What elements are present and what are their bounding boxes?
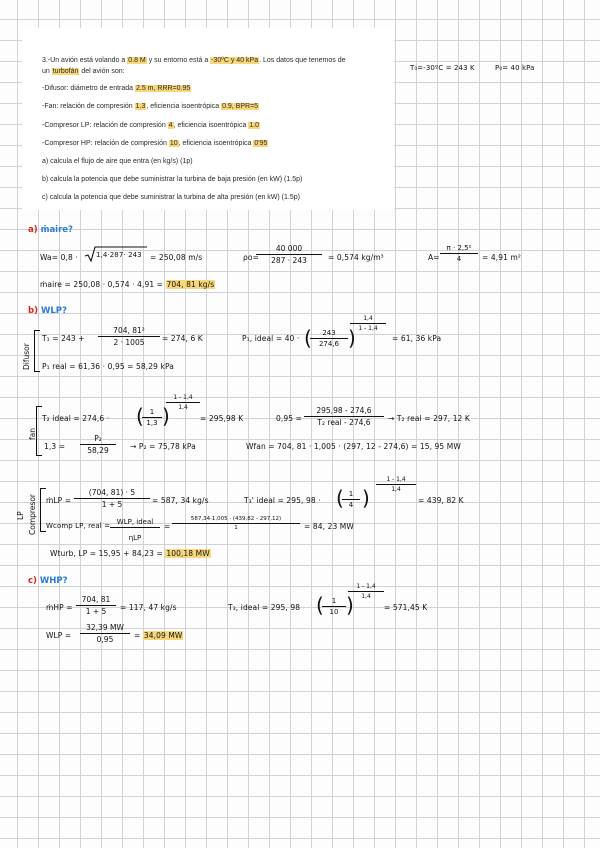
w-fan: Wfan = 704, 81 · 1,005 · (297, 12 - 274,6) = 15, 95 MW: [246, 442, 461, 451]
t3-base-fraction: [342, 490, 360, 509]
whp-result-line: [134, 631, 183, 640]
eta-fan-lhs: 0,95 =: [276, 414, 302, 423]
left-paren: (: [304, 326, 312, 350]
t2-real: → T₂ real = 297, 12 K: [388, 414, 470, 423]
hp-rc-highlight: 10: [169, 140, 178, 147]
denominator: 58,29: [80, 444, 116, 455]
text: -Difusor: diámetro de entrada: [42, 85, 135, 92]
area-fraction: [440, 244, 478, 263]
lp-label: LP: [16, 511, 25, 520]
numerator: 32,39 MW: [86, 623, 124, 632]
rho-result: = 0,574 kg/m³: [328, 253, 384, 262]
lp-rc-highlight: 4: [168, 122, 173, 129]
numerator: 40 000: [275, 244, 303, 253]
text: -Compresor HP: relación de compresión: [42, 140, 169, 147]
numerator: 704, 81: [81, 595, 111, 604]
numerator: π · 2,5²: [446, 244, 472, 252]
whp-lhs: WLP =: [46, 631, 72, 640]
t2-ideal-lhs: T₂ ideal = 274,6 ·: [42, 414, 110, 423]
eta-fan-fraction: [304, 406, 384, 427]
text: -Compresor LP: relación de compresión: [42, 122, 168, 129]
wa-lhs: Wa= 0,8 ·: [40, 253, 78, 262]
section-variable: WHP?: [39, 576, 68, 586]
wcomp-mid-fraction: [172, 516, 300, 531]
question-c: c) calcula la potencia que debe suministrar la turbina de alta presión (en kW) (1.5p): [42, 194, 300, 201]
denominator: 0,95: [80, 633, 130, 644]
diffuser-highlight: 2.5 m, RRR=0.95: [136, 85, 191, 92]
numerator: 1,4: [363, 315, 373, 322]
numerator: 1 - 1,4: [356, 583, 376, 590]
numerator: 1: [149, 408, 155, 416]
numerator: (704, 81) · 5: [88, 488, 136, 497]
mhp-result: = 117, 47 kg/s: [120, 603, 177, 612]
left-paren: (: [136, 404, 144, 428]
section-label: b): [28, 306, 38, 316]
text: . Los datos que tenemos de: [259, 57, 346, 64]
fan-eff-highlight: 0.9, BPR=5: [222, 103, 259, 110]
wa-sqrt-content: 1,4·287· 243: [96, 251, 142, 259]
numerator: P₂: [94, 434, 102, 443]
text: del avión son:: [79, 68, 125, 75]
denominator: 1,4: [166, 402, 200, 411]
t3i-base-fraction: [322, 597, 346, 616]
whp-fraction: [80, 623, 130, 644]
ambient-highlight: -30ºC y 40 kPa: [211, 57, 259, 64]
mdot-line: [40, 280, 215, 289]
numerator: 1 - 1,4: [386, 476, 406, 483]
text: ṁaire = 250,08 · 0,574 · 4,91 =: [40, 280, 166, 289]
fan-rc-lhs: 1,3 =: [44, 442, 66, 451]
p2-result: → P₂ = 75,78 kPa: [130, 442, 196, 451]
text: , eficiencia isoentrópica: [173, 122, 249, 129]
fan-data: [42, 103, 259, 110]
denominator: 274,6: [310, 338, 348, 348]
whp-result-highlight: 34,09 MW: [143, 631, 183, 640]
rho-lhs: ρo=: [243, 253, 259, 262]
section-label: a): [28, 225, 38, 235]
denominator: 1,4: [348, 591, 384, 600]
text: 3.-Un avión está volando a: [42, 57, 128, 64]
hp-data: [42, 140, 268, 147]
t3-prime-lhs: T₃' ideal = 295, 98 ·: [244, 496, 321, 505]
area-result: = 4,91 m²: [482, 253, 521, 262]
numerator: 1: [331, 597, 337, 605]
numerator: 587,34·1,005 · (439,82 - 297,12): [190, 516, 282, 522]
text: , eficiencia isoentrópica: [146, 103, 222, 110]
text: -Fan: relación de compresión: [42, 103, 135, 110]
denominator: 10: [322, 606, 346, 616]
t3i-exponent: [348, 583, 384, 600]
t3-prime-result: = 439, 82 K: [418, 496, 464, 505]
text: =: [134, 631, 143, 640]
numerator: 295,98 - 274,6: [316, 406, 372, 415]
rho-fraction: [256, 244, 322, 265]
t3-exponent: [376, 476, 416, 493]
right-paren: ): [362, 486, 370, 510]
equals-sign: =: [164, 522, 171, 531]
lp-data: [42, 122, 260, 129]
text: Wturb, LP = 15,95 + 84,23 =: [50, 549, 166, 558]
section-variable: WLP?: [40, 306, 67, 316]
numerator: 1: [348, 490, 354, 498]
wa-result: = 250,08 m/s: [150, 253, 203, 262]
p1-exponent: [350, 315, 386, 332]
problem-line-2: [42, 68, 125, 75]
numerator: 243: [322, 329, 336, 337]
right-paren: ): [348, 326, 356, 350]
section-c-heading: [28, 576, 68, 586]
diffuser-label: Difusor: [22, 343, 31, 370]
mlp-result: = 587, 34 kg/s: [152, 496, 209, 505]
given-t0: T₀=-30ºC = 243 K: [410, 64, 475, 72]
left-paren: (: [336, 486, 344, 510]
denominator: 287 · 243: [256, 254, 322, 265]
right-paren: ): [162, 404, 170, 428]
wcomp-result: = 84, 23 MW: [304, 522, 354, 531]
text: un: [42, 68, 52, 75]
t1-lhs: T₁ = 243 +: [42, 334, 85, 343]
question-a: a) calcula el flujo de aire que entra (en kg/s) (1p): [42, 158, 193, 165]
diffuser-bracket: [34, 330, 40, 372]
t1-result: = 274, 6 K: [162, 334, 203, 343]
given-p0: P₀= 40 kPa: [495, 64, 535, 72]
denominator: 2 · 1005: [98, 336, 160, 347]
t2-exponent: [166, 394, 200, 411]
denominator: 4: [440, 253, 478, 263]
denominator: 1,4: [376, 484, 416, 493]
denominator: 4: [342, 499, 360, 509]
t3-ideal-result: = 571,45 K: [384, 603, 428, 612]
wturb-lp-line: [50, 549, 211, 558]
mach-highlight: 0.8 M: [128, 57, 146, 64]
t2-base-fraction: [142, 408, 162, 427]
area-lhs: A=: [428, 253, 440, 262]
denominator: 1 + 5: [74, 498, 150, 509]
right-paren: ): [346, 593, 354, 617]
wcomp-lhs: Wcomp LP, real =: [46, 522, 111, 530]
text: y su entorno está a: [146, 57, 211, 64]
mdot-result-highlight: 704, 81 kg/s: [166, 280, 215, 289]
fan-label: fan: [28, 428, 37, 440]
compresor-label: Compresor: [28, 493, 37, 535]
t2-ideal-result: = 295,98 K: [200, 414, 244, 423]
mlp-lhs: ṁLP =: [46, 496, 72, 505]
mlp-fraction: [74, 488, 150, 509]
section-a-heading: [28, 225, 73, 235]
numerator: WLP, ideal: [116, 518, 154, 526]
problem-statement: [22, 28, 394, 210]
lp-eff-highlight: 1.0: [249, 122, 260, 129]
left-paren: (: [316, 593, 324, 617]
diffuser-data: [42, 85, 191, 92]
hp-eff-highlight: 0'95: [254, 140, 268, 147]
p1-ideal-lhs: P₁, ideal = 40 ·: [242, 334, 300, 343]
section-label: c): [28, 576, 37, 586]
p1-ideal-result: = 61, 36 kPa: [392, 334, 442, 343]
text: , eficiencia isoentrópica: [178, 140, 254, 147]
section-variable: ṁaire?: [40, 225, 73, 235]
fan-rc-fraction: [80, 434, 116, 455]
denominator: 1: [172, 523, 300, 531]
wturb-result-highlight: 100,18 MW: [166, 549, 210, 558]
fan-rc-highlight: 1.3: [135, 103, 146, 110]
numerator: 704, 81²: [113, 326, 145, 335]
section-b-heading: [28, 306, 67, 316]
wcomp-fraction: [110, 518, 160, 542]
denominator: T₂ real - 274,6: [304, 416, 384, 427]
denominator: 1 - 1,4: [350, 323, 386, 332]
denominator: ηLP: [110, 527, 160, 542]
t1-fraction: [98, 326, 160, 347]
engine-highlight: turbofán: [52, 68, 79, 75]
mhp-fraction: [76, 595, 116, 616]
denominator: 1 + 5: [76, 605, 116, 616]
mhp-lhs: ṁHP =: [46, 603, 73, 612]
t3-ideal-lhs: T₃, ideal = 295, 98: [228, 603, 301, 612]
numerator: 1 - 1,4: [173, 394, 193, 401]
problem-line-1: [42, 57, 346, 64]
p1-base-fraction: [310, 329, 348, 348]
p1-real: P₁ real = 61,36 · 0,95 = 58,29 kPa: [42, 362, 174, 371]
denominator: 1,3: [142, 417, 162, 427]
question-b: b) calcula la potencia que debe suministrar la turbina de baja presión (en kW) (1.5p): [42, 176, 303, 183]
